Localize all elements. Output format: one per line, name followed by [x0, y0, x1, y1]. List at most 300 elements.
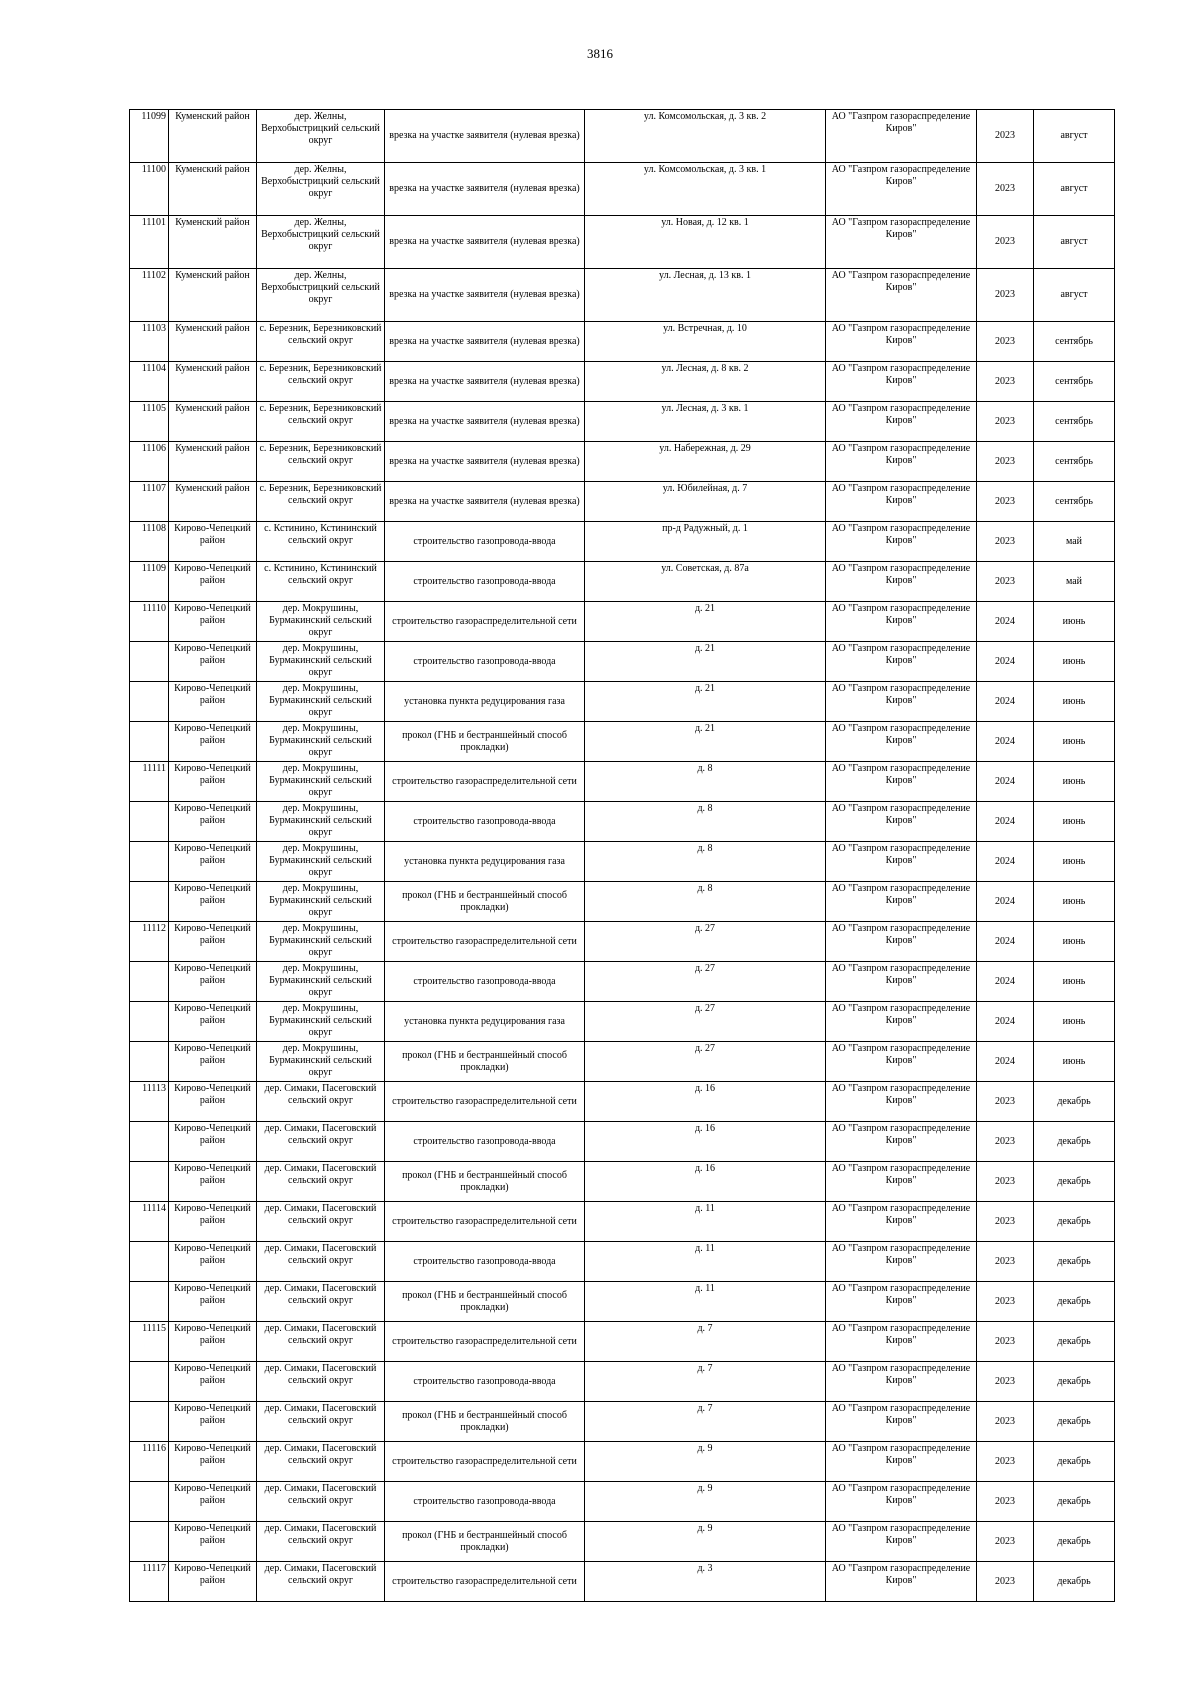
year-cell: 2023 [977, 1402, 1034, 1442]
row-number: 11107 [130, 482, 169, 522]
row-number [130, 1522, 169, 1562]
work-type-cell: установка пункта редуцирования газа [385, 842, 585, 882]
month-cell: июнь [1034, 762, 1115, 802]
organization-cell: АО "Газпром газораспределение Киров" [826, 1362, 977, 1402]
locality-cell: дер. Мокрушины, Бурмакинский сельский округ [257, 802, 385, 842]
address-cell: д. 7 [585, 1322, 826, 1362]
month-cell: декабрь [1034, 1442, 1115, 1482]
organization-cell: АО "Газпром газораспределение Киров" [826, 842, 977, 882]
work-type-cell: врезка на участке заявителя (нулевая врезка) [385, 322, 585, 362]
month-cell: декабрь [1034, 1522, 1115, 1562]
address-cell: д. 21 [585, 642, 826, 682]
row-number: 11114 [130, 1202, 169, 1242]
locality-cell: дер. Симаки, Пасеговский сельский округ [257, 1442, 385, 1482]
row-number [130, 1482, 169, 1522]
year-cell: 2024 [977, 682, 1034, 722]
work-type-cell: врезка на участке заявителя (нулевая врезка) [385, 482, 585, 522]
address-cell: д. 16 [585, 1082, 826, 1122]
address-cell: ул. Встречная, д. 10 [585, 322, 826, 362]
month-cell: июнь [1034, 962, 1115, 1002]
row-number [130, 882, 169, 922]
locality-cell: дер. Мокрушины, Бурмакинский сельский округ [257, 682, 385, 722]
address-cell: ул. Набережная, д. 29 [585, 442, 826, 482]
row-number: 11102 [130, 269, 169, 322]
district-cell: Кирово-Чепецкий район [169, 642, 257, 682]
address-cell: д. 11 [585, 1242, 826, 1282]
year-cell: 2023 [977, 1242, 1034, 1282]
address-cell: ул. Юбилейная, д. 7 [585, 482, 826, 522]
table-body [130, 110, 1115, 1602]
district-cell: Кирово-Чепецкий район [169, 602, 257, 642]
organization-cell: АО "Газпром газораспределение Киров" [826, 402, 977, 442]
address-cell: д. 21 [585, 682, 826, 722]
year-cell: 2023 [977, 1442, 1034, 1482]
organization-cell: АО "Газпром газораспределение Киров" [826, 1482, 977, 1522]
year-cell: 2023 [977, 1322, 1034, 1362]
locality-cell: дер. Симаки, Пасеговский сельский округ [257, 1482, 385, 1522]
locality-cell: дер. Симаки, Пасеговский сельский округ [257, 1242, 385, 1282]
organization-cell: АО "Газпром газораспределение Киров" [826, 1122, 977, 1162]
month-cell: сентябрь [1034, 482, 1115, 522]
month-cell: декабрь [1034, 1162, 1115, 1202]
district-cell: Кирово-Чепецкий район [169, 962, 257, 1002]
year-cell: 2023 [977, 562, 1034, 602]
work-type-cell: прокол (ГНБ и бестраншейный способ прокладки) [385, 722, 585, 762]
month-cell: сентябрь [1034, 402, 1115, 442]
address-cell: ул. Лесная, д. 13 кв. 1 [585, 269, 826, 322]
row-number: 11110 [130, 602, 169, 642]
year-cell: 2024 [977, 722, 1034, 762]
work-type-cell: установка пункта редуцирования газа [385, 1002, 585, 1042]
row-number: 11106 [130, 442, 169, 482]
district-cell: Кирово-Чепецкий район [169, 1482, 257, 1522]
table-row [130, 163, 1115, 216]
table-row [130, 722, 1115, 762]
organization-cell: АО "Газпром газораспределение Киров" [826, 110, 977, 163]
organization-cell: АО "Газпром газораспределение Киров" [826, 882, 977, 922]
row-number: 11104 [130, 362, 169, 402]
organization-cell: АО "Газпром газораспределение Киров" [826, 722, 977, 762]
table-row [130, 1082, 1115, 1122]
works-table [129, 109, 1115, 1602]
row-number: 11108 [130, 522, 169, 562]
work-type-cell: строительство газораспределительной сети [385, 1082, 585, 1122]
year-cell: 2023 [977, 362, 1034, 402]
row-number [130, 1362, 169, 1402]
table-row [130, 1562, 1115, 1602]
work-type-cell: строительство газораспределительной сети [385, 1562, 585, 1602]
table-row [130, 322, 1115, 362]
address-cell: пр-д Радужный, д. 1 [585, 522, 826, 562]
district-cell: Куменский район [169, 216, 257, 269]
address-cell: д. 16 [585, 1162, 826, 1202]
organization-cell: АО "Газпром газораспределение Киров" [826, 1562, 977, 1602]
organization-cell: АО "Газпром газораспределение Киров" [826, 1202, 977, 1242]
month-cell: декабрь [1034, 1362, 1115, 1402]
work-type-cell: строительство газопровода-ввода [385, 1122, 585, 1162]
district-cell: Кирово-Чепецкий район [169, 722, 257, 762]
table-row [130, 442, 1115, 482]
year-cell: 2023 [977, 482, 1034, 522]
work-type-cell: строительство газопровода-ввода [385, 1482, 585, 1522]
work-type-cell: строительство газопровода-ввода [385, 962, 585, 1002]
year-cell: 2024 [977, 842, 1034, 882]
district-cell: Кирово-Чепецкий район [169, 562, 257, 602]
district-cell: Кирово-Чепецкий район [169, 1282, 257, 1322]
row-number [130, 1242, 169, 1282]
locality-cell: дер. Мокрушины, Бурмакинский сельский округ [257, 962, 385, 1002]
year-cell: 2024 [977, 602, 1034, 642]
year-cell: 2024 [977, 802, 1034, 842]
year-cell: 2023 [977, 1562, 1034, 1602]
district-cell: Кирово-Чепецкий район [169, 1362, 257, 1402]
locality-cell: дер. Симаки, Пасеговский сельский округ [257, 1162, 385, 1202]
district-cell: Куменский район [169, 442, 257, 482]
district-cell: Куменский район [169, 163, 257, 216]
address-cell: ул. Новая, д. 12 кв. 1 [585, 216, 826, 269]
address-cell: д. 27 [585, 1002, 826, 1042]
month-cell: август [1034, 110, 1115, 163]
table-row [130, 682, 1115, 722]
district-cell: Кирово-Чепецкий район [169, 842, 257, 882]
row-number [130, 1042, 169, 1082]
row-number [130, 642, 169, 682]
month-cell: июнь [1034, 602, 1115, 642]
locality-cell: дер. Желны, Верхобыстрицкий сельский округ [257, 216, 385, 269]
address-cell: д. 8 [585, 882, 826, 922]
month-cell: сентябрь [1034, 442, 1115, 482]
row-number: 11101 [130, 216, 169, 269]
address-cell: ул. Лесная, д. 3 кв. 1 [585, 402, 826, 442]
year-cell: 2023 [977, 1162, 1034, 1202]
organization-cell: АО "Газпром газораспределение Киров" [826, 1402, 977, 1442]
month-cell: декабрь [1034, 1322, 1115, 1362]
work-type-cell: строительство газораспределительной сети [385, 1202, 585, 1242]
month-cell: июнь [1034, 842, 1115, 882]
year-cell: 2023 [977, 1362, 1034, 1402]
district-cell: Кирово-Чепецкий район [169, 802, 257, 842]
table-row [130, 1362, 1115, 1402]
row-number [130, 1402, 169, 1442]
table-row [130, 1282, 1115, 1322]
table-row [130, 562, 1115, 602]
address-cell: д. 9 [585, 1442, 826, 1482]
work-type-cell: прокол (ГНБ и бестраншейный способ прокладки) [385, 1282, 585, 1322]
work-type-cell: врезка на участке заявителя (нулевая врезка) [385, 110, 585, 163]
year-cell: 2024 [977, 1002, 1034, 1042]
table-row [130, 1442, 1115, 1482]
work-type-cell: врезка на участке заявителя (нулевая врезка) [385, 269, 585, 322]
address-cell: ул. Советская, д. 87а [585, 562, 826, 602]
organization-cell: АО "Газпром газораспределение Киров" [826, 762, 977, 802]
table-row [130, 1322, 1115, 1362]
organization-cell: АО "Газпром газораспределение Киров" [826, 962, 977, 1002]
month-cell: июнь [1034, 882, 1115, 922]
table-row [130, 1202, 1115, 1242]
address-cell: д. 8 [585, 802, 826, 842]
organization-cell: АО "Газпром газораспределение Киров" [826, 482, 977, 522]
row-number: 11099 [130, 110, 169, 163]
organization-cell: АО "Газпром газораспределение Киров" [826, 682, 977, 722]
address-cell: ул. Комсомольская, д. 3 кв. 2 [585, 110, 826, 163]
organization-cell: АО "Газпром газораспределение Киров" [826, 1442, 977, 1482]
row-number [130, 1282, 169, 1322]
month-cell: июнь [1034, 722, 1115, 762]
work-type-cell: строительство газораспределительной сети [385, 922, 585, 962]
locality-cell: дер. Симаки, Пасеговский сельский округ [257, 1522, 385, 1562]
month-cell: июнь [1034, 682, 1115, 722]
table-row [130, 269, 1115, 322]
year-cell: 2023 [977, 1122, 1034, 1162]
table-row [130, 762, 1115, 802]
address-cell: д. 27 [585, 962, 826, 1002]
month-cell: декабрь [1034, 1202, 1115, 1242]
district-cell: Кирово-Чепецкий район [169, 1042, 257, 1082]
district-cell: Кирово-Чепецкий район [169, 1082, 257, 1122]
table-row [130, 402, 1115, 442]
month-cell: декабрь [1034, 1082, 1115, 1122]
year-cell: 2023 [977, 402, 1034, 442]
locality-cell: дер. Мокрушины, Бурмакинский сельский округ [257, 922, 385, 962]
district-cell: Кирово-Чепецкий район [169, 1202, 257, 1242]
work-type-cell: врезка на участке заявителя (нулевая врезка) [385, 216, 585, 269]
row-number [130, 1002, 169, 1042]
locality-cell: с. Кстинино, Кстининский сельский округ [257, 522, 385, 562]
locality-cell: дер. Симаки, Пасеговский сельский округ [257, 1362, 385, 1402]
month-cell: июнь [1034, 802, 1115, 842]
work-type-cell: строительство газопровода-ввода [385, 642, 585, 682]
year-cell: 2024 [977, 642, 1034, 682]
table-row [130, 1002, 1115, 1042]
organization-cell: АО "Газпром газораспределение Киров" [826, 522, 977, 562]
locality-cell: дер. Симаки, Пасеговский сельский округ [257, 1322, 385, 1362]
organization-cell: АО "Газпром газораспределение Киров" [826, 1242, 977, 1282]
year-cell: 2023 [977, 269, 1034, 322]
locality-cell: с. Кстинино, Кстининский сельский округ [257, 562, 385, 602]
year-cell: 2023 [977, 1082, 1034, 1122]
address-cell: д. 21 [585, 602, 826, 642]
address-cell: д. 16 [585, 1122, 826, 1162]
year-cell: 2024 [977, 962, 1034, 1002]
row-number: 11109 [130, 562, 169, 602]
table-row [130, 1522, 1115, 1562]
district-cell: Куменский район [169, 362, 257, 402]
work-type-cell: строительство газопровода-ввода [385, 522, 585, 562]
table-row [130, 602, 1115, 642]
row-number: 11116 [130, 1442, 169, 1482]
organization-cell: АО "Газпром газораспределение Киров" [826, 442, 977, 482]
work-type-cell: строительство газораспределительной сети [385, 1442, 585, 1482]
district-cell: Кирово-Чепецкий район [169, 1522, 257, 1562]
address-cell: д. 11 [585, 1282, 826, 1322]
organization-cell: АО "Газпром газораспределение Киров" [826, 1282, 977, 1322]
row-number [130, 682, 169, 722]
district-cell: Кирово-Чепецкий район [169, 682, 257, 722]
district-cell: Кирово-Чепецкий район [169, 1442, 257, 1482]
work-type-cell: врезка на участке заявителя (нулевая врезка) [385, 362, 585, 402]
month-cell: июнь [1034, 642, 1115, 682]
row-number [130, 1162, 169, 1202]
month-cell: декабрь [1034, 1122, 1115, 1162]
locality-cell: дер. Мокрушины, Бурмакинский сельский округ [257, 842, 385, 882]
table-row [130, 922, 1115, 962]
year-cell: 2023 [977, 522, 1034, 562]
locality-cell: дер. Мокрушины, Бурмакинский сельский округ [257, 722, 385, 762]
row-number [130, 1122, 169, 1162]
address-cell: д. 9 [585, 1482, 826, 1522]
organization-cell: АО "Газпром газораспределение Киров" [826, 922, 977, 962]
table-row [130, 522, 1115, 562]
organization-cell: АО "Газпром газораспределение Киров" [826, 163, 977, 216]
table-row [130, 362, 1115, 402]
locality-cell: дер. Мокрушины, Бурмакинский сельский округ [257, 642, 385, 682]
district-cell: Куменский район [169, 110, 257, 163]
address-cell: д. 3 [585, 1562, 826, 1602]
district-cell: Куменский район [169, 402, 257, 442]
organization-cell: АО "Газпром газораспределение Киров" [826, 269, 977, 322]
month-cell: декабрь [1034, 1402, 1115, 1442]
district-cell: Кирово-Чепецкий район [169, 1162, 257, 1202]
month-cell: май [1034, 522, 1115, 562]
locality-cell: дер. Симаки, Пасеговский сельский округ [257, 1202, 385, 1242]
district-cell: Куменский район [169, 322, 257, 362]
locality-cell: с. Березник, Березниковский сельский округ [257, 362, 385, 402]
organization-cell: АО "Газпром газораспределение Киров" [826, 362, 977, 402]
year-cell: 2023 [977, 1482, 1034, 1522]
organization-cell: АО "Газпром газораспределение Киров" [826, 642, 977, 682]
table-row [130, 216, 1115, 269]
work-type-cell: строительство газопровода-ввода [385, 1242, 585, 1282]
work-type-cell: прокол (ГНБ и бестраншейный способ прокладки) [385, 1162, 585, 1202]
month-cell: май [1034, 562, 1115, 602]
table-row [130, 962, 1115, 1002]
district-cell: Кирово-Чепецкий район [169, 1402, 257, 1442]
district-cell: Куменский район [169, 482, 257, 522]
year-cell: 2024 [977, 762, 1034, 802]
address-cell: д. 7 [585, 1402, 826, 1442]
address-cell: д. 9 [585, 1522, 826, 1562]
work-type-cell: врезка на участке заявителя (нулевая врезка) [385, 163, 585, 216]
district-cell: Кирово-Чепецкий район [169, 1322, 257, 1362]
month-cell: август [1034, 216, 1115, 269]
work-type-cell: строительство газораспределительной сети [385, 1322, 585, 1362]
year-cell: 2023 [977, 110, 1034, 163]
year-cell: 2023 [977, 216, 1034, 269]
locality-cell: дер. Мокрушины, Бурмакинский сельский округ [257, 1042, 385, 1082]
locality-cell: дер. Симаки, Пасеговский сельский округ [257, 1562, 385, 1602]
row-number: 11103 [130, 322, 169, 362]
table-row [130, 1242, 1115, 1282]
work-type-cell: врезка на участке заявителя (нулевая врезка) [385, 442, 585, 482]
month-cell: июнь [1034, 1002, 1115, 1042]
month-cell: август [1034, 269, 1115, 322]
locality-cell: дер. Симаки, Пасеговский сельский округ [257, 1282, 385, 1322]
district-cell: Кирово-Чепецкий район [169, 1242, 257, 1282]
month-cell: сентябрь [1034, 322, 1115, 362]
page-number: 3816 [587, 46, 613, 61]
year-cell: 2023 [977, 322, 1034, 362]
organization-cell: АО "Газпром газораспределение Киров" [826, 602, 977, 642]
row-number: 11100 [130, 163, 169, 216]
year-cell: 2024 [977, 922, 1034, 962]
locality-cell: дер. Мокрушины, Бурмакинский сельский округ [257, 762, 385, 802]
month-cell: июнь [1034, 922, 1115, 962]
work-type-cell: строительство газораспределительной сети [385, 602, 585, 642]
locality-cell: дер. Симаки, Пасеговский сельский округ [257, 1082, 385, 1122]
month-cell: сентябрь [1034, 362, 1115, 402]
row-number [130, 802, 169, 842]
organization-cell: АО "Газпром газораспределение Киров" [826, 802, 977, 842]
row-number: 11105 [130, 402, 169, 442]
address-cell: д. 27 [585, 922, 826, 962]
year-cell: 2023 [977, 442, 1034, 482]
locality-cell: дер. Мокрушины, Бурмакинский сельский округ [257, 1002, 385, 1042]
address-cell: д. 27 [585, 1042, 826, 1082]
month-cell: август [1034, 163, 1115, 216]
table-row [130, 1042, 1115, 1082]
district-cell: Кирово-Чепецкий район [169, 762, 257, 802]
row-number: 11115 [130, 1322, 169, 1362]
work-type-cell: прокол (ГНБ и бестраншейный способ прокладки) [385, 882, 585, 922]
work-type-cell: прокол (ГНБ и бестраншейный способ прокладки) [385, 1042, 585, 1082]
address-cell: д. 8 [585, 762, 826, 802]
table-row [130, 882, 1115, 922]
work-type-cell: строительство газораспределительной сети [385, 762, 585, 802]
row-number [130, 842, 169, 882]
address-cell: ул. Комсомольская, д. 3 кв. 1 [585, 163, 826, 216]
district-cell: Кирово-Чепецкий район [169, 922, 257, 962]
work-type-cell: строительство газопровода-ввода [385, 562, 585, 602]
organization-cell: АО "Газпром газораспределение Киров" [826, 1042, 977, 1082]
table-row [130, 1122, 1115, 1162]
row-number: 11111 [130, 762, 169, 802]
row-number [130, 962, 169, 1002]
address-cell: д. 11 [585, 1202, 826, 1242]
locality-cell: дер. Желны, Верхобыстрицкий сельский округ [257, 110, 385, 163]
district-cell: Кирово-Чепецкий район [169, 1002, 257, 1042]
locality-cell: с. Березник, Березниковский сельский округ [257, 402, 385, 442]
locality-cell: с. Березник, Березниковский сельский округ [257, 322, 385, 362]
row-number: 11112 [130, 922, 169, 962]
locality-cell: дер. Желны, Верхобыстрицкий сельский округ [257, 269, 385, 322]
work-type-cell: строительство газопровода-ввода [385, 802, 585, 842]
month-cell: декабрь [1034, 1482, 1115, 1522]
year-cell: 2024 [977, 882, 1034, 922]
table-row [130, 482, 1115, 522]
year-cell: 2023 [977, 163, 1034, 216]
table-row [130, 642, 1115, 682]
address-cell: ул. Лесная, д. 8 кв. 2 [585, 362, 826, 402]
table-row [130, 842, 1115, 882]
locality-cell: с. Березник, Березниковский сельский округ [257, 442, 385, 482]
table-row [130, 802, 1115, 842]
district-cell: Кирово-Чепецкий район [169, 1122, 257, 1162]
locality-cell: дер. Мокрушины, Бурмакинский сельский округ [257, 602, 385, 642]
month-cell: декабрь [1034, 1562, 1115, 1602]
organization-cell: АО "Газпром газораспределение Киров" [826, 1522, 977, 1562]
year-cell: 2023 [977, 1282, 1034, 1322]
locality-cell: дер. Симаки, Пасеговский сельский округ [257, 1122, 385, 1162]
address-cell: д. 7 [585, 1362, 826, 1402]
locality-cell: дер. Мокрушины, Бурмакинский сельский округ [257, 882, 385, 922]
district-cell: Кирово-Чепецкий район [169, 882, 257, 922]
row-number [130, 722, 169, 762]
organization-cell: АО "Газпром газораспределение Киров" [826, 1322, 977, 1362]
organization-cell: АО "Газпром газораспределение Киров" [826, 1002, 977, 1042]
locality-cell: дер. Желны, Верхобыстрицкий сельский округ [257, 163, 385, 216]
address-cell: д. 21 [585, 722, 826, 762]
month-cell: декабрь [1034, 1282, 1115, 1322]
